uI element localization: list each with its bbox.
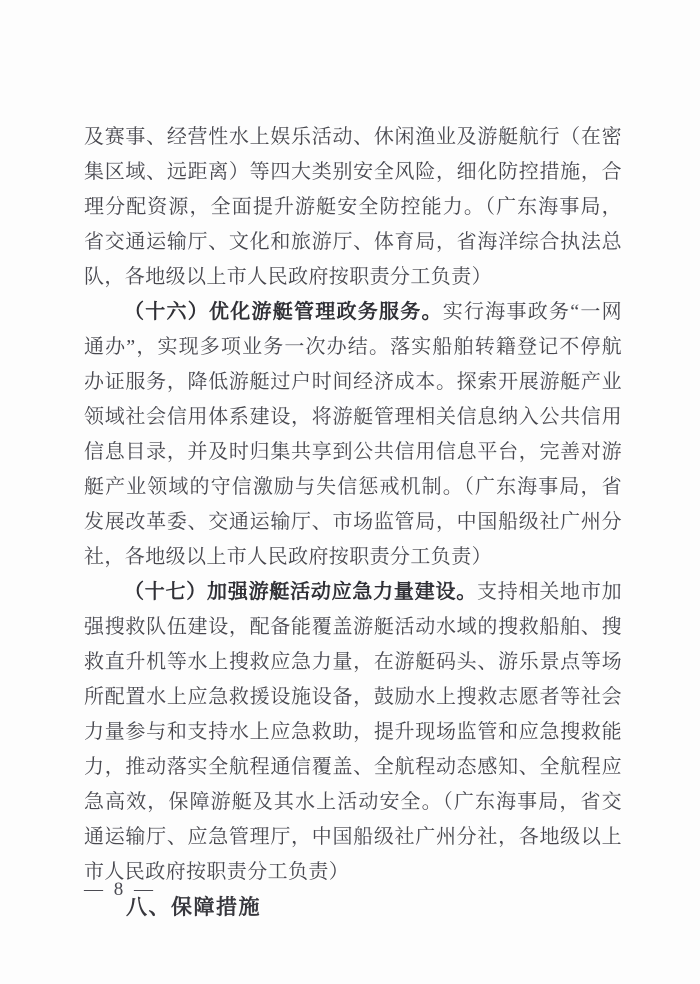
document-body <box>84 120 622 925</box>
item-16-title: （十六）优化游艇管理政务服务。 <box>124 301 443 323</box>
section-heading-8: 八、保障措施 <box>126 896 261 919</box>
paragraph-continuation: 及赛事、经营性水上娱乐活动、休闲渔业及游艇航行（在密集区域、远距离）等四大类别安全风险，细化防控措施，合理分配资源，全面提升游艇安全防控能力。（广东海事局，省交通运输厅、文化和旅游厅、体育局，省海洋综合执法总队，各地级以上市人民政府按职责分工负责） <box>84 126 622 288</box>
paragraph-item-16 <box>84 295 622 575</box>
item-17-text: 支持相关地市加强搜救队伍建设，配备能覆盖游艇活动水域的搜救船舶、搜救直升机等水上搜救应急力量，在游艇码头、游乐景点等场所配置水上应急救援设施设备，鼓励水上搜救志愿者等社会力量参与和支持水上应急救助，提升现场监管和应急搜救能力，推动落实全航程通信覆盖、全航程动态感知、全航程应急高效，保障游艇及其水上活动安全。（广东海事局，省交通运输厅、应急管理厅，中国船级社广州分社，各地级以上市人民政府按职责分工负责） <box>84 581 622 883</box>
page-number: — 8 — <box>84 879 156 900</box>
item-16-text: 实行海事政务“一网通办”，实现多项业务一次办结。落实船舶转籍登记不停航办证服务，降低游艇过户时间经济成本。探索开展游艇产业领域社会信用体系建设，将游艇管理相关信息纳入公共信用信息目录，并及时归集共享到公共信用信息平台，完善对游艇产业领域的守信激励与失信惩戒机制。（广东海事局，省发展改革委、交通运输厅、市场监管局，中国船级社广州分社，各地级以上市人民政府按职责分工负责） <box>84 301 622 568</box>
item-17-title: （十七）加强游艇活动应急力量建设。 <box>124 581 477 603</box>
paragraph-item-17 <box>84 575 622 890</box>
